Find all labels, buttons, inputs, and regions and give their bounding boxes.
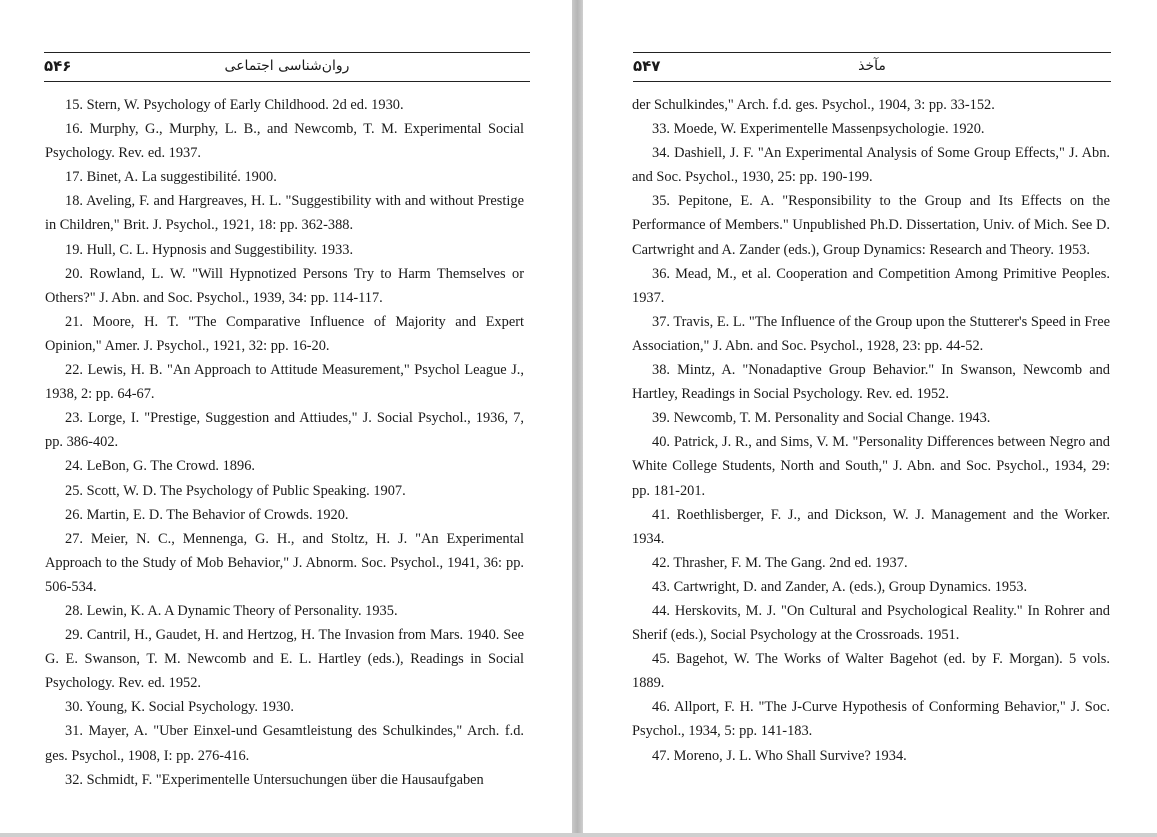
reference-entry: 40. Patrick, J. R., and Sims, V. M. "Personality Differences between Negro and White College Students, North and South," J. Abn. and Soc. Psychol., 1934, 29: pp. 181-201. — [632, 434, 1110, 499]
reference-entry: 25. Scott, W. D. The Psychology of Public Speaking. 1907. — [65, 482, 406, 499]
reference-entry: 26. Martin, E. D. The Behavior of Crowds. 1920. — [65, 506, 349, 523]
reference-entry: 42. Thrasher, F. M. The Gang. 2nd ed. 1937. — [652, 554, 908, 571]
reference-entry: 29. Cantril, H., Gaudet, H. and Hertzog, H. The Invasion from Mars. 1940. See G. E. Swanson, T. M. Newcomb and E. L. Hartley (eds.), Readings in Social Psychology. Rev. ed. 1952. — [45, 627, 524, 692]
reference-entry: 33. Moede, W. Experimentelle Massenpsychologie. 1920. — [652, 121, 985, 138]
reference-entry: 24. LeBon, G. The Crowd. 1896. — [65, 458, 255, 475]
reference-entry: 30. Young, K. Social Psychology. 1930. — [65, 699, 294, 716]
reference-entry: 43. Cartwright, D. and Zander, A. (eds.), Group Dynamics. 1953. — [652, 578, 1028, 595]
reference-entry: 17. Binet, A. La suggestibilité. 1900. — [65, 169, 277, 186]
reference-entry: 32. Schmidt, F. "Experimentelle Untersuchungen über die Hausaufgaben — [65, 771, 484, 788]
right-reference-list — [632, 93, 1110, 768]
left-running-title: روان‌شناسی اجتماعی — [224, 58, 350, 74]
reference-entry: 22. Lewis, H. B. "An Approach to Attitude Measurement," Psychol League J., 1938, 2: pp. 64-67. — [45, 362, 524, 403]
reference-entry: 38. Mintz, A. "Nonadaptive Group Behavior." In Swanson, Newcomb and Hartley, Readings in Social Psychology. Rev. ed. 1952. — [632, 362, 1110, 403]
reference-entry: 18. Aveling, F. and Hargreaves, H. L. "Suggestibility with and without Prestige in Children," Brit. J. Psychol., 1921, 18: pp. 362-388. — [45, 193, 524, 234]
reference-entry: 31. Mayer, A. "Uber Einxel-und Gesamtleistung des Schulkindes," Arch. f.d. ges. Psychol., 1908, I: pp. 276-416. — [45, 723, 524, 764]
reference-entry: 19. Hull, C. L. Hypnosis and Suggestibility. 1933. — [65, 241, 354, 258]
left-page-header — [44, 52, 530, 82]
reference-entry: 47. Moreno, J. L. Who Shall Survive? 1934. — [652, 747, 907, 764]
reference-entry: 37. Travis, E. L. "The Influence of the Group upon the Stutterer's Speed in Free Association," J. Abn. and Soc. Psychol., 1928, 23: pp. 44-52. — [632, 313, 1110, 354]
reference-entry: 36. Mead, M., et al. Cooperation and Competition Among Primitive Peoples. 1937. — [632, 265, 1110, 306]
right-page — [583, 0, 1157, 837]
right-running-title: مآخذ — [858, 58, 886, 74]
left-page-number: ۵۴۶ — [44, 57, 72, 75]
reference-entry: 34. Dashiell, J. F. "An Experimental Analysis of Some Group Effects," J. Abn. and Soc. Psychol., 1930, 25: pp. 190-199. — [632, 145, 1110, 186]
bottom-edge — [0, 833, 1157, 837]
reference-entry: 20. Rowland, L. W. "Will Hypnotized Persons Try to Harm Themselves or Others?" J. Abn. and Soc. Psychol., 1939, 34: pp. 114-117. — [45, 265, 524, 306]
reference-entry: 44. Herskovits, M. J. "On Cultural and Psychological Reality." In Rohrer and Sherif (eds.), Social Psychology at the Crossroads. 1951. — [632, 602, 1110, 644]
reference-entry: 15. Stern, W. Psychology of Early Childhood. 2d ed. 1930. — [65, 97, 404, 113]
right-page-number: ۵۴۷ — [633, 57, 661, 75]
reference-entry: 16. Murphy, G., Murphy, L. B., and Newcomb, T. M. Experimental Social Psychology. Rev. ed. 1937. — [45, 121, 524, 162]
reference-entry: 39. Newcomb, T. M. Personality and Social Change. 1943. — [652, 410, 991, 427]
reference-entry: 41. Roethlisberger, F. J., and Dickson, W. J. Management and the Worker. 1934. — [632, 506, 1110, 547]
reference-entry: 28. Lewin, K. A. A Dynamic Theory of Personality. 1935. — [65, 602, 398, 619]
reference-entry: 23. Lorge, I. "Prestige, Suggestion and Attiudes," J. Social Psychol., 1936, 7, pp. 386-402. — [45, 410, 524, 451]
reference-entry: 45. Bagehot, W. The Works of Walter Bagehot (ed. by F. Morgan). 5 vols. 1889. — [632, 651, 1110, 692]
reference-entry: 27. Meier, N. C., Mennenga, G. H., and Stoltz, H. J. "An Experimental Approach to the Study of Mob Behavior," J. Abnorm. Soc. Psychol., 1941, 36: pp. 506-534. — [45, 530, 524, 595]
book-gutter — [572, 0, 583, 837]
left-reference-list — [45, 93, 524, 792]
reference-entry: 35. Pepitone, E. A. "Responsibility to the Group and Its Effects on the Performance of Members." Unpublished Ph.D. Dissertation, Univ. of Mich. See D. Cartwright and A. Zander (eds.), Group Dynamics: Research and Theory. 1953. — [632, 193, 1110, 258]
reference-entry: 46. Allport, F. H. "The J-Curve Hypothesis of Conforming Behavior," J. Soc. Psychol., 1934, 5: pp. 141-183. — [632, 699, 1110, 740]
reference-continuation: der Schulkindes," Arch. f.d. ges. Psychol., 1904, 3: pp. 33-152. — [632, 97, 995, 113]
reference-entry: 21. Moore, H. T. "The Comparative Influence of Majority and Expert Opinion," Amer. J. Psychol., 1921, 32: pp. 16-20. — [45, 313, 524, 354]
right-page-header — [633, 52, 1111, 82]
left-page — [0, 0, 572, 837]
